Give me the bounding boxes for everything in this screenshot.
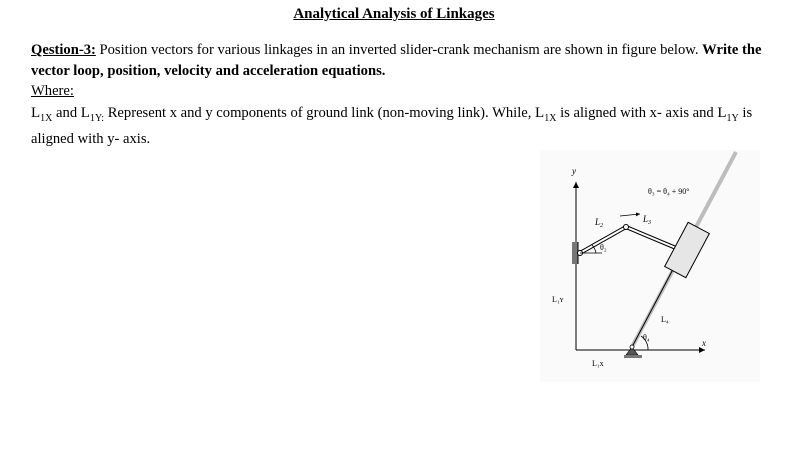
description-paragraph: $L_{1X}$ and $L_{1Y:}$ Represent x and y components of ground link (non-moving link). While, $L_{1X}$ is aligned with x- axis and $L_{1Y}$ is aligned with y- axis. xyxy=(31,105,753,147)
symbol-l1x: $L_{1X}$ xyxy=(31,105,53,124)
question-task: Write the vector loop, position, velocity and acceleration equations. xyxy=(31,42,762,79)
label-l1y: L₁ʏ xyxy=(552,295,564,304)
slider-crank-diagram xyxy=(540,150,760,382)
question-paragraph xyxy=(31,40,771,82)
label-l4: L₄ xyxy=(661,315,669,324)
y-axis-label: y xyxy=(572,166,576,176)
label-theta4: θ₄ xyxy=(643,333,650,342)
coupler-joint xyxy=(624,225,629,230)
symbol-l1x-2: $L_{1X}$ xyxy=(535,105,557,124)
x-axis-label: x xyxy=(702,338,706,348)
label-l1x: L₁x xyxy=(592,359,604,368)
page-title: Analytical Analysis of Linkages xyxy=(293,6,495,22)
question-text: Position vectors for various linkages in an inverted slider-crank mechanism are shown in figure below. xyxy=(95,42,703,58)
label-l3: $L_3$ xyxy=(643,214,652,226)
label-theta3-equation: θ₃ = θ₄ + 90° xyxy=(648,187,690,196)
label-theta2: θ₂ xyxy=(600,243,607,252)
mechanism-figure xyxy=(540,150,760,382)
symbol-l1y-2: $L_{1Y}$ xyxy=(717,105,739,124)
symbol-l1y: $L_{1Y:}$ xyxy=(80,105,105,124)
where-label: Where: xyxy=(31,83,74,99)
figure-background xyxy=(540,150,760,382)
label-l2: $L_2$ xyxy=(595,217,604,229)
question-label: Qestion-3: xyxy=(31,42,96,58)
